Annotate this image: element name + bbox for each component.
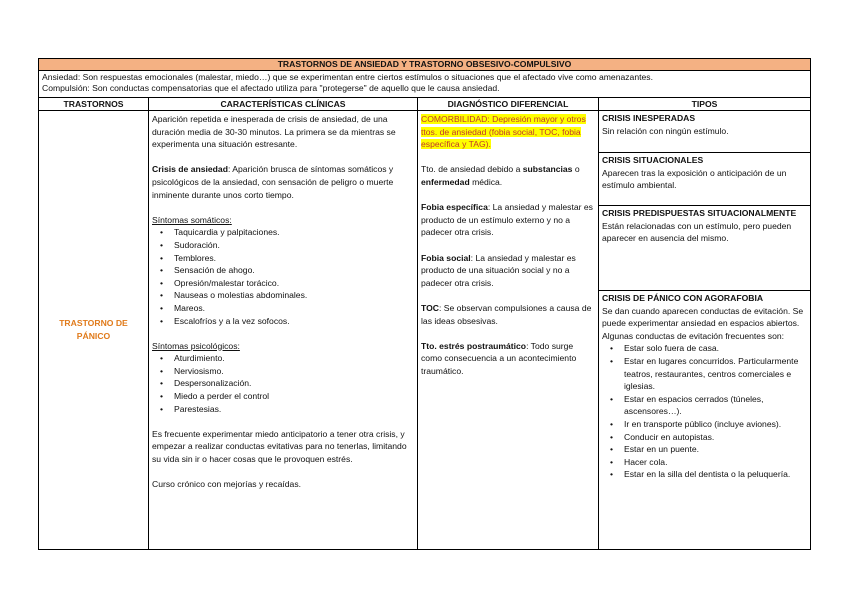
header-diagnostico: DIAGNÓSTICO DIFERENCIAL	[418, 98, 599, 111]
list-item: • Parestesias.	[172, 403, 414, 416]
header-tipos: TIPOS	[599, 98, 811, 111]
tipo-crisis-situacionales: CRISIS SITUACIONALES Aparecen tras la exposición o anticipación de un estímulo ambiental.	[599, 153, 810, 206]
psicologicos-list	[152, 352, 414, 415]
somaticos-heading: Síntomas somáticos:	[152, 214, 232, 225]
crisis-ansiedad-paragraph: Crisis de ansiedad: Aparición brusca de síntomas somáticos y psicológicos de la ansiedad, con sensación de peligro o muerte inminente durante unos corto tiempo.	[152, 164, 394, 200]
list-item: • Temblores.	[172, 252, 414, 265]
caracteristicas-intro: Aparición repetida e inesperada de crisis de ansiedad, de una duración media de 30-30 minutos. La primera se da mientras se experimenta una situación estresante.	[152, 114, 396, 150]
list-item: • Taquicardia y palpitaciones.	[172, 226, 414, 239]
tto-ansiedad-paragraph: Tto. de ansiedad debido a substancias o enfermedad médica.	[421, 164, 580, 187]
header-caracteristicas: CARACTERÍSTICAS CLÍNICAS	[149, 98, 418, 111]
list-item: • Mareos.	[172, 302, 414, 315]
header-trastornos: TRASTORNOS	[39, 98, 149, 111]
list-item: • Estar en la silla del dentista o la peluquería.	[622, 468, 807, 481]
document-page	[38, 58, 810, 550]
definitions-cell	[39, 71, 811, 98]
list-item: • Opresión/malestar torácico.	[172, 277, 414, 290]
list-item: • Nerviosismo.	[172, 365, 414, 378]
list-item: • Nauseas o molestias abdominales.	[172, 289, 414, 302]
fobia-social-paragraph: Fobia social: La ansiedad y malestar es producto de una situación social y no a padecer otra crisis.	[421, 252, 576, 288]
trastorno-name: TRASTORNO DE PÁNICO	[39, 111, 149, 550]
definition-ansiedad: Ansiedad: Son respuestas emocionales (malestar, miedo…) que se experimentan entre ciertos estímulos o situaciones que el afectado vive como amenazantes.	[42, 72, 653, 82]
list-item: • Miedo a perder el control	[172, 390, 414, 403]
caracteristicas-cell	[149, 111, 418, 550]
table-title: TRASTORNOS DE ANSIEDAD Y TRASTORNO OBSESIVO-COMPULSIVO	[39, 59, 811, 71]
list-item: • Escalofríos y a la vez sofocos.	[172, 315, 414, 328]
list-item: • Conducir en autopistas.	[622, 431, 807, 444]
list-item: • Sensación de ahogo.	[172, 264, 414, 277]
list-item: • Despersonalización.	[172, 377, 414, 390]
list-item: • Estar en un puente.	[622, 443, 807, 456]
diagnostico-cell	[418, 111, 599, 550]
comorbilidad-note: COMORBILIDAD: Depresión mayor y otros ttos. de ansiedad (fobia social, TOC, fobia específica y TAG).	[421, 114, 586, 150]
anticipatorio-paragraph: Es frecuente experimentar miedo anticipatorio a tener otra crisis, y empezar a realizar conductas evitativas para no tenerlas, limitando su vida sin ir o hacer cosas que le provoquen estrés.	[152, 428, 407, 465]
list-item: • Aturdimiento.	[172, 352, 414, 365]
tipos-cell	[599, 111, 811, 550]
tipo-crisis-agorafobia: CRISIS DE PÁNICO CON AGORAFOBIA Se dan cuando aparecen conductas de evitación. Se puede experimentar ansiedad en espacios abiertos. Algunas conductas de evitación frecuentes son: • Estar solo fuera de casa. • Estar en lugares concurridos. Particularmente teatros, restaurantes, centros comerciales e iglesias. • Estar en espacios cerrados (túneles, ascensores…). • Ir en transporte público (incluye aviones). • Conducir en autopistas. • Estar en un puente. • Hacer cola. • Estar en la silla del dentista o la peluquería.	[599, 291, 810, 484]
tipo-crisis-inesperadas: CRISIS INESPERADAS Sin relación con ningún estímulo.	[599, 111, 810, 153]
tipo-crisis-predispuestas: CRISIS PREDISPUESTAS SITUACIONALMENTE Están relacionadas con un estímulo, pero pueden aparecer en ausencia del mismo.	[599, 206, 810, 291]
summary-table	[38, 58, 811, 550]
somaticos-list	[152, 226, 414, 327]
list-item: • Hacer cola.	[622, 456, 807, 469]
toc-paragraph: TOC: Se observan compulsiones a causa de las ideas obsesivas.	[421, 302, 592, 326]
list-item: • Sudoración.	[172, 239, 414, 252]
list-item: • Estar en espacios cerrados (túneles, ascensores…).	[622, 393, 807, 418]
agorafobia-list	[602, 342, 807, 481]
psicologicos-heading: Síntomas psicológicos:	[152, 340, 240, 351]
estres-paragraph: Tto. estrés postraumático: Todo surge como consecuencia a un acontecimiento traumático.	[421, 340, 577, 376]
curso-paragraph: Curso crónico con mejorías y recaídas.	[152, 479, 302, 490]
definition-compulsion: Compulsión: Son conductas compensatorias que el afectado utiliza para "protegerse" de aquello que le causa ansiedad.	[42, 83, 500, 94]
list-item: • Estar solo fuera de casa.	[622, 342, 807, 355]
list-item: • Ir en transporte público (incluye aviones).	[622, 418, 807, 431]
list-item: • Estar en lugares concurridos. Particularmente teatros, restaurantes, centros comerciales e iglesias.	[622, 355, 807, 393]
fobia-especifica-paragraph: Fobia específica: La ansiedad y malestar es producto de un estímulo externo y no a padecer otra crisis.	[421, 202, 593, 238]
